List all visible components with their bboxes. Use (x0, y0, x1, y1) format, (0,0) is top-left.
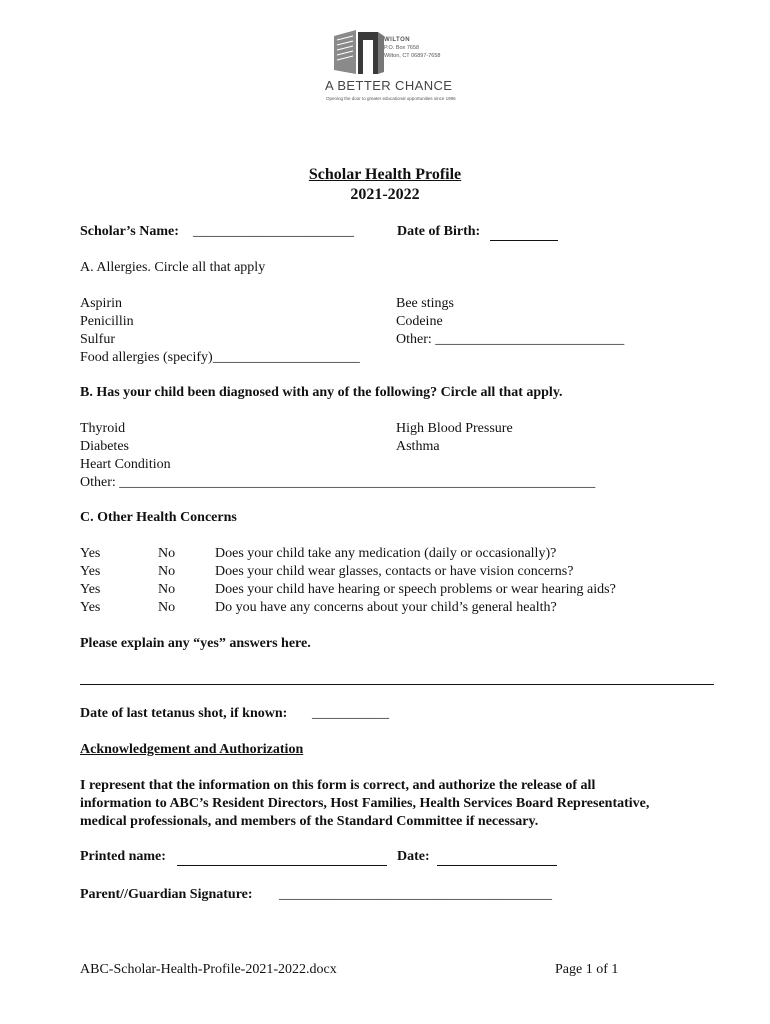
acknowledgement-heading: Acknowledgement and Authorization (80, 742, 304, 757)
explain-answer-line[interactable] (80, 684, 714, 685)
diagnosis-heart-condition[interactable]: Heart Condition (80, 457, 171, 472)
tetanus-label: Date of last tetanus shot, if known: (80, 706, 288, 721)
printed-name-label: Printed name: (80, 849, 166, 864)
page-year: 2021-2022 (350, 186, 420, 203)
tetanus-field[interactable]: ___________ (312, 706, 389, 721)
no-option[interactable]: No (158, 600, 176, 615)
acknowledgement-text-line: medical professionals, and members of the Standard Committee if necessary. (80, 814, 539, 829)
diagnosis-other[interactable]: Other: ____________________________________________________________________ (80, 475, 596, 490)
page-title: Scholar Health Profile (308, 166, 462, 183)
no-option[interactable]: No (158, 582, 176, 597)
signature-field[interactable]: _______________________________________ (279, 887, 552, 902)
allergy-food[interactable]: Food allergies (specify)_____________________ (80, 350, 360, 365)
open-book-door-icon (332, 28, 384, 76)
date-label: Date: (397, 849, 430, 864)
logo-org-small: WILTON (384, 37, 411, 43)
allergy-codeine[interactable]: Codeine (396, 314, 443, 329)
no-option[interactable]: No (158, 546, 176, 561)
dob-label: Date of Birth: (397, 224, 481, 239)
diagnosis-diabetes[interactable]: Diabetes (80, 439, 129, 454)
yes-option[interactable]: Yes (80, 564, 101, 579)
allergy-sulfur[interactable]: Sulfur (80, 332, 115, 347)
yes-option[interactable]: Yes (80, 546, 101, 561)
signature-label: Parent//Guardian Signature: (80, 887, 253, 902)
scholar-name-label: Scholar’s Name: (80, 224, 179, 239)
printed-name-field[interactable] (177, 851, 387, 871)
diagnosis-high-blood-pressure[interactable]: High Blood Pressure (396, 421, 513, 436)
question-hearing: Does your child have hearing or speech problems or wear hearing aids? (215, 582, 616, 597)
diagnosis-thyroid[interactable]: Thyroid (80, 421, 126, 436)
section-b-heading: B. Has your child been diagnosed with any of the following? Circle all that apply. (80, 385, 563, 400)
logo-address-line1: P.O. Box 7658 (384, 45, 420, 51)
scholar-name-field[interactable]: _______________________ (193, 224, 354, 239)
acknowledgement-text-line: information to ABC’s Resident Directors, Host Families, Health Services Board Representative, (80, 796, 650, 811)
allergy-aspirin[interactable]: Aspirin (80, 296, 122, 311)
dob-field[interactable] (490, 226, 558, 246)
logo-address-line2: Wilton, CT 06897-7658 (384, 53, 441, 59)
allergy-bee-stings[interactable]: Bee stings (396, 296, 454, 311)
footer-filename: ABC-Scholar-Health-Profile-2021-2022.docx (80, 962, 337, 977)
footer-page-number: Page 1 of 1 (555, 962, 619, 977)
section-c-heading: C. Other Health Concerns (80, 510, 237, 525)
question-general-health: Do you have any concerns about your child’s general health? (215, 600, 557, 615)
acknowledgement-text-line: I represent that the information on this form is correct, and authorize the release of all (80, 778, 596, 793)
no-option[interactable]: No (158, 564, 176, 579)
logo-name: A BETTER CHANCE (325, 78, 453, 93)
section-a-heading: A. Allergies. Circle all that apply (80, 260, 266, 275)
allergy-penicillin[interactable]: Penicillin (80, 314, 134, 329)
question-medication: Does your child take any medication (daily or occasionally)? (215, 546, 557, 561)
date-field[interactable] (437, 851, 557, 871)
yes-option[interactable]: Yes (80, 600, 101, 615)
diagnosis-asthma[interactable]: Asthma (396, 439, 440, 454)
organization-logo (322, 24, 462, 106)
explain-label: Please explain any “yes” answers here. (80, 636, 311, 651)
logo-tagline: Opening the door to greater educational opportunities since 1996 (326, 96, 456, 101)
allergy-other[interactable]: Other: ___________________________ (396, 332, 625, 347)
question-vision: Does your child wear glasses, contacts or have vision concerns? (215, 564, 574, 579)
yes-option[interactable]: Yes (80, 582, 101, 597)
